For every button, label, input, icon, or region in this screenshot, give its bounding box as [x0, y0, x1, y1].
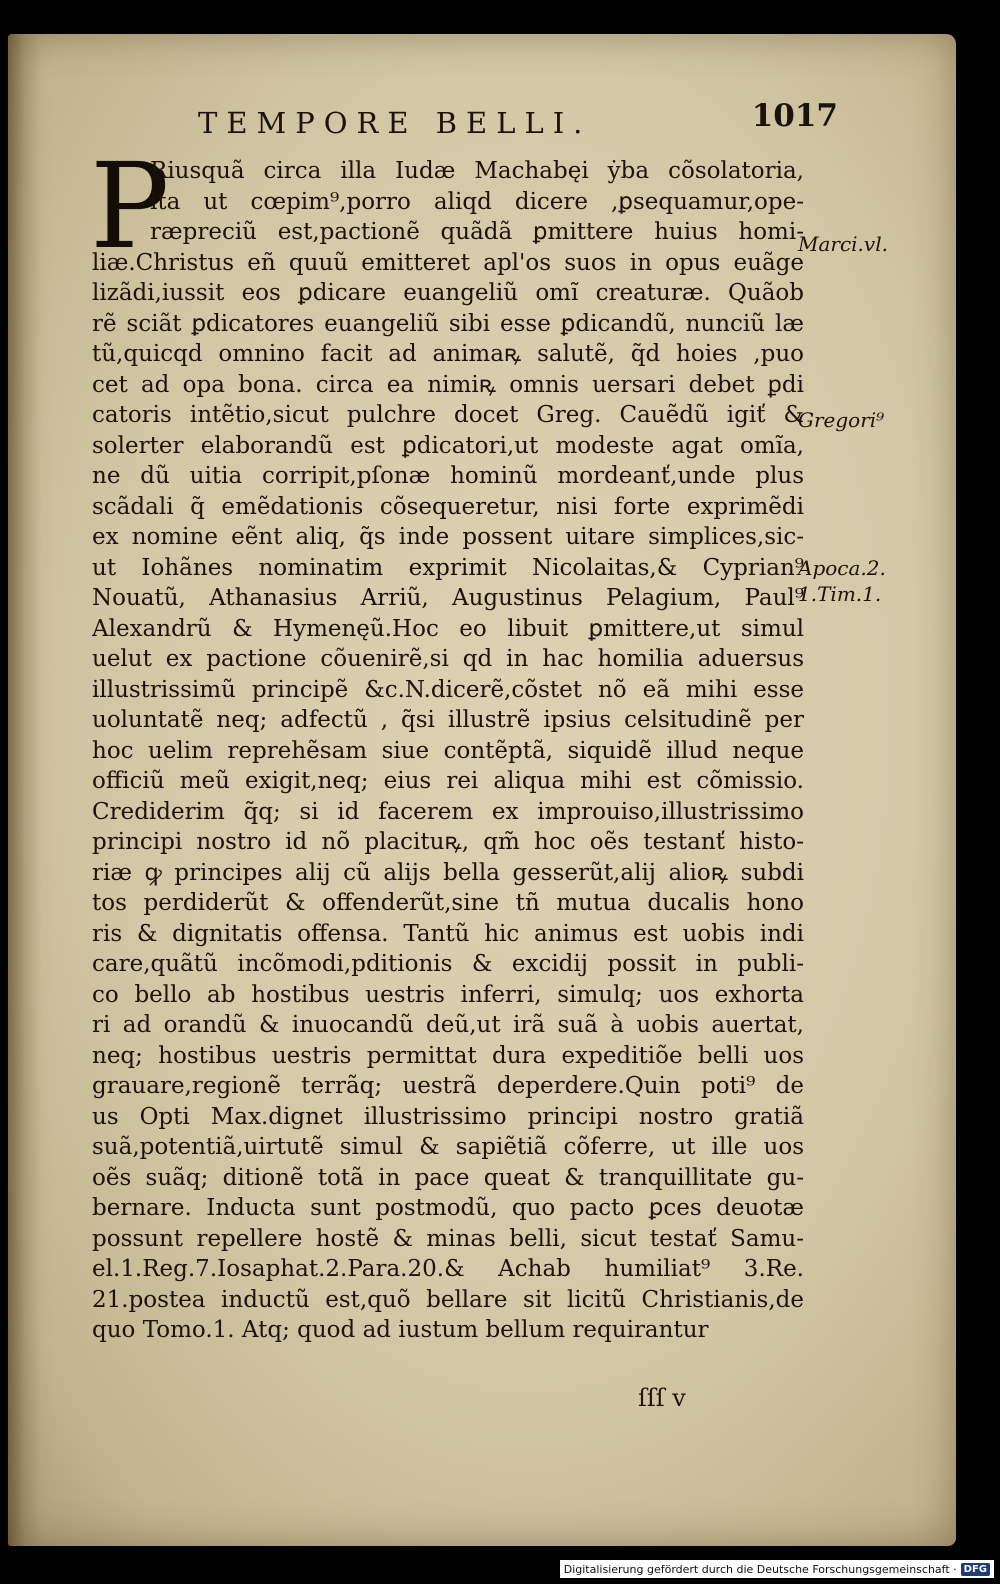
text-line: principi nostro id nõ placituꝶ, qm̃ hoc oẽs testanť histo-: [92, 829, 804, 855]
text-line: bernare. Inducta sunt postmodũ, quo pacto ꝑces deuotæ: [92, 1195, 804, 1221]
text-line: ita ut cœpim⁹,porro aliqd dicere ,ꝑsequamur,ope-: [150, 188, 804, 215]
text-line: el.1.Reg.7.Iosaphat.2.Para.20.& Achab humiliat⁹ 3.Re.: [92, 1256, 804, 1282]
text-line: ex nomine eẽnt aliq, q̃s inde possent uitare simplices,sic-: [92, 524, 804, 550]
dfg-logo-icon: DFG: [961, 1563, 990, 1576]
text-line: solerter elaborandũ est ꝑdicatori,ut modeste agat omĩa,: [92, 432, 804, 459]
text-line: riæ ꝙ principes alij cũ alijs bella gesserũt,alij alioꝶ subdi: [92, 859, 804, 886]
credit-text: Digitalisierung gefördert durch die Deutsche Forschungsgemeinschaft ·: [563, 1562, 957, 1576]
text-line: tũ,quicqd omnino facit ad animaꝶ salutẽ, q̃d hoies ,puo: [92, 341, 804, 367]
text-line: uoluntatẽ neq; adfectũ , q̃si illustrẽ ipsius celsitudinẽ per: [92, 707, 804, 733]
text-line: Crediderim q̃q; si id facerem ex improuiso,illustrissimo: [92, 798, 804, 825]
text-line: neq; hostibus uestris permittat dura expeditiõe belli uos: [92, 1042, 804, 1069]
margin-note-marci: Marci.vl.: [798, 232, 888, 256]
text-line: uelut ex pactione cõuenirẽ,si qd in hac homilia aduersus: [92, 646, 804, 672]
text-line: co bello ab hostibus uestris inferri, simulq; uos exhorta: [92, 981, 804, 1008]
text-line: lizãdi,iussit eos ꝑdicare euangeliũ omĩ creaturæ. Quãob: [92, 280, 804, 306]
text-line: quo Tomo.1. Atq; quod ad iustum bellum requirantur: [92, 1317, 709, 1343]
page-gutter-shadow: [8, 34, 42, 1546]
text-line: grauare,regionẽ terrãq; uestrã deperdere.Quin poti⁹ de: [92, 1073, 804, 1099]
running-head: [198, 98, 838, 146]
text-line: cet ad opa bona. circa ea nimiꝶ omnis uersari debet ꝑdi: [92, 371, 804, 398]
text-line: suã,potentiã,uirtutẽ simul & sapiẽtiã cõferre, ut ille uos: [92, 1134, 804, 1160]
text-line: care,quãtũ incõmodi,pditionis & excidij possit in publi-: [92, 951, 804, 977]
text-line: ri ad orandũ & inuocandũ deũ,ut irã suã à uobis auertat,: [92, 1012, 804, 1038]
drop-cap-initial: P: [90, 137, 170, 275]
digitization-credit: [560, 1560, 994, 1578]
text-line: hoc uelim reprehẽsam siue contẽptã, siquidẽ illud neque: [92, 737, 804, 764]
text-line: officiũ meũ exigit,neq; eius rei aliqua mihi est cõmissio.: [92, 768, 804, 794]
running-title: TEMPORE BELLI.: [198, 106, 592, 140]
text-line: Nouatũ, Athanasius Arriũ, Augustinus Pelagium, Paul⁹: [92, 585, 804, 611]
text-line: Alexandrũ & Hymenęũ.Hoc eo libuit ꝑmittere,ut simul: [92, 615, 804, 642]
text-line: Riusquã circa illa Iudæ Machabęi ẏba cõsolatoria,: [150, 158, 804, 184]
margin-note-apocalypse: Apoca.2.: [798, 556, 886, 580]
text-line: ræpreciũ est,pactionẽ quãdã ꝑmittere huius homi-: [150, 219, 804, 245]
text-line: 21.postea inductũ est,quõ bellare sit licitũ Christianis,de: [92, 1286, 804, 1313]
text-line: oẽs suãq; ditionẽ totã in pace queat & tranquillitate gu-: [92, 1164, 804, 1191]
book-page: [8, 34, 956, 1546]
text-line: us Opti Max.dignet illustrissimo principi nostro gratiã: [92, 1103, 804, 1130]
text-line: tos perdiderũt & offenderũt,sine tñ mutua ducalis hono: [92, 890, 804, 916]
signature-mark: ſſſ v: [638, 1384, 686, 1412]
text-line: illustrissimũ principẽ &c.N.dicerẽ,cõstet nõ eã mihi esse: [92, 676, 804, 703]
text-line: ris & dignitatis offensa. Tantũ hic animus est uobis indi: [92, 920, 804, 947]
text-line: scãdali q̃ emẽdationis cõsequeretur, nisi forte exprimẽdi: [92, 493, 804, 520]
text-line: liæ.Christus eñ quuũ emitteret apl'os suos in opus euãge: [92, 249, 804, 276]
margin-note-gregorius: Gregori⁹: [798, 408, 885, 432]
text-line: ut Iohãnes nominatim exprimit Nicolaitas,& Cyprian⁹: [92, 554, 804, 581]
text-line: rẽ sciãt ꝑdicatores euangeliũ sibi esse ꝑdicandũ, nunciũ læ: [92, 310, 804, 337]
text-line: catoris intẽtio,sicut pulchre docet Greg. Cauẽdũ igiť &: [92, 402, 804, 428]
text-line: possunt repellere hostẽ & minas belli, sicut testať Samu-: [92, 1225, 804, 1252]
body-text: [90, 137, 804, 1374]
text-line: ne dũ uitia corripit,pſonæ hominũ mordeanť,unde plus: [92, 463, 804, 489]
margin-note-timothy: 1.Tim.1.: [798, 582, 882, 606]
folio-number: 1017: [751, 98, 838, 134]
